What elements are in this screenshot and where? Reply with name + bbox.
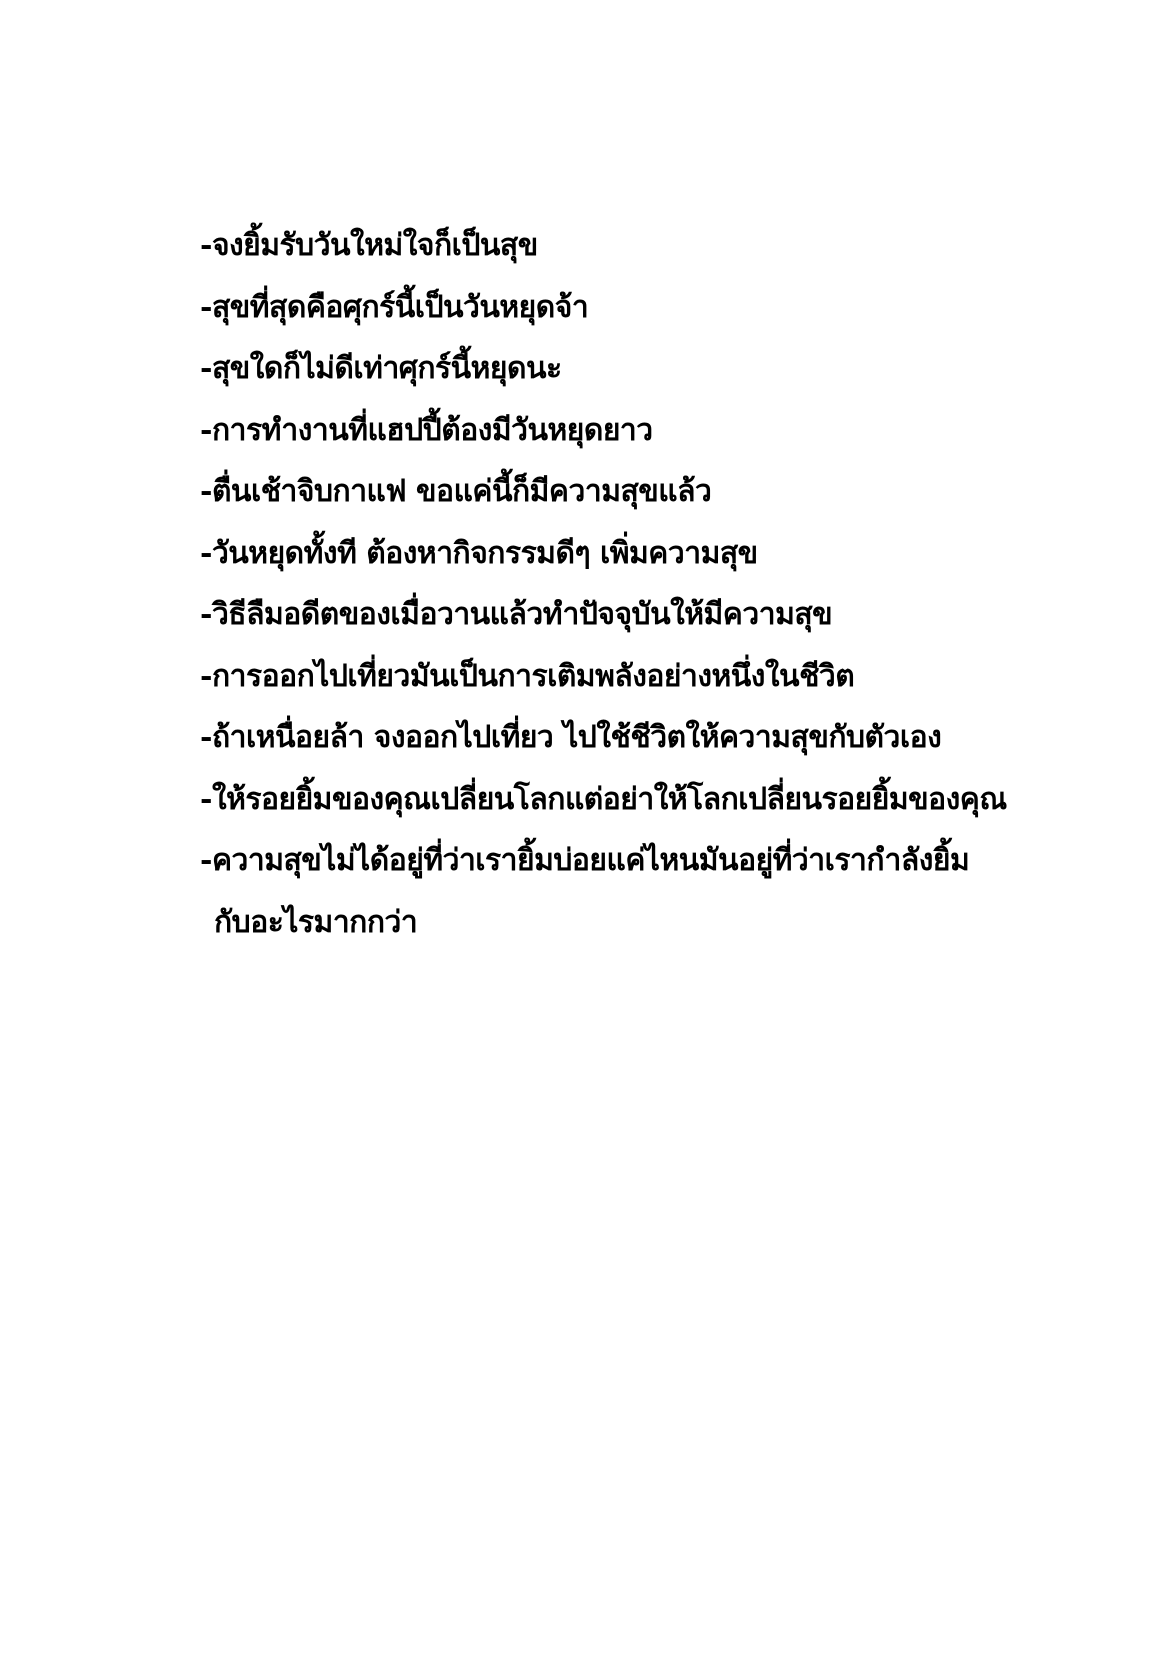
quote-line: -ถ้าเหนื่อยล้า จงออกไปเที่ยว ไปใช้ชีวิตให้ความสุขกับตัวเอง [200,720,942,755]
quote-list [200,226,1100,964]
quote-line: -ตื่นเช้าจิบกาแฟ ขอแค่นี้ก็มีความสุขแล้ว [200,474,712,509]
quote-line: -ให้รอยยิ้มของคุณเปลี่ยนโลกแต่อย่าให้โลกเปลี่ยนรอยยิ้มของคุณ [200,781,1007,817]
quote-line: -สุขที่สุดคือศุกร์นี้เป็นวันหยุดจ้า [200,289,589,325]
quote-line-continuation: กับอะไรมากกว่า [214,904,418,940]
quote-line: -สุขใดก็ไม่ดีเท่าศุกร์นี้หยุดนะ [200,351,562,386]
quote-line: -ความสุขไม่ได้อยู่ที่ว่าเรายิ้มบ่อยแค่ไหนมันอยู่ที่ว่าเรากำลังยิ้ม [200,843,970,878]
quote-line: -วิธีลืมอดีตของเมื่อวานแล้วทำปัจจุบันให้มีความสุข [200,597,833,632]
quote-line: -การออกไปเที่ยวมันเป็นการเติมพลังอย่างหนึ่งในชีวิต [200,658,855,694]
quote-line: -จงยิ้มรับวันใหม่ใจก็เป็นสุข [200,228,538,263]
quote-line: -วันหยุดทั้งที ต้องหากิจกรรมดีๆ เพิ่มความสุข [200,535,758,571]
quote-line: -การทำงานที่แฮปปี้ต้องมีวันหยุดยาว [200,412,653,448]
